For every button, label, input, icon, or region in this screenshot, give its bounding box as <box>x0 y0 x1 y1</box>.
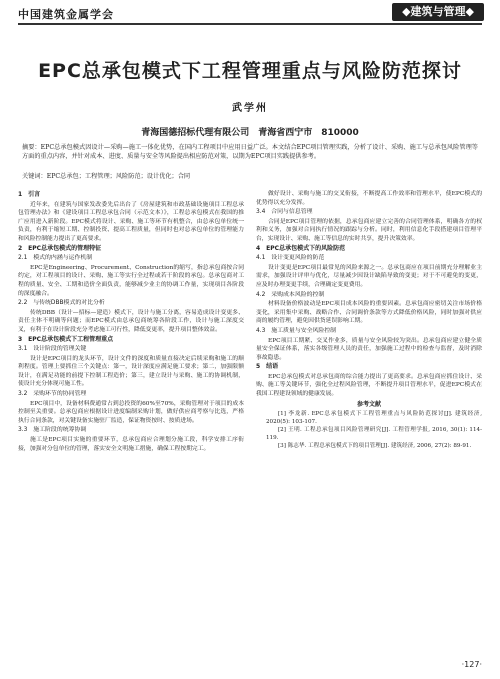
body-column-left <box>18 190 244 453</box>
subsection-heading: 3.4 合同与信息管理 <box>256 209 313 216</box>
subsection-heading: 4.3 施工质量与安全风险控制 <box>256 327 337 334</box>
body-paragraph: EPC总承包模式对总承包商的综合能力提出了更高要求。总承包商应抓住设计、采购、施工等关键环节，强化全过程风险管理，不断提升项目管理水平，促进EPC模式在我国工程建设领域的健康发展。 <box>256 373 482 398</box>
body-paragraph: EPC项目工期紧、交叉作业多，质量与安全风险较为突出。总承包商应建立健全质量安全保证体系，落实各级管理人员的责任，加强施工过程中的检查与监督，及时消除事故隐患。 <box>256 337 482 361</box>
body-paragraph: EPC项目中，设备材料费通常占到总投资的60%至70%，采购管理对于项目的成本控制至关重要。总承包商应根据设计进度编制采购计划，做好供应商考察与比选，严格执行合同条款，对关键设备实施驻厂监造，保证物资按时、按质进场。 <box>18 400 244 424</box>
keywords: 关键词：EPC总承包；工程管理；风险防范；设计优化；合同 <box>22 173 191 180</box>
body-paragraph: 传统DBB（设计—招标—建造）模式下，设计与施工分离，容易造成设计变更多、责任主体不明确等问题；而EPC模式由总承包商统筹各阶段工作，设计与施工深度交叉，有利于在设计阶段充分考虑施工可行性，降低变更率，提升项目整体效益。 <box>18 309 244 333</box>
author-affiliation: 青海国德招标代理有限公司 青海省西宁市 810000 <box>141 128 359 138</box>
section-heading: 1 引言 <box>18 191 41 198</box>
subsection-heading: 2.2 与传统DBB模式的对比分析 <box>18 300 105 307</box>
body-paragraph: 近年来，在建筑与国家发改委先后出台了《房屋建筑和市政基础设施项目工程总承包管理办法》和《建设项目工程总承包合同（示范文本）》，工程总承包模式在我国的推广应用进入新阶段。EPC模式将设计、采购、施工等环节有机整合，由总承包单位统一负责，有利于缩短工期、控制投资、提高工程质量，但同时也对总承包单位的管理能力和风险控制能力提出了更高要求。 <box>18 201 244 242</box>
body-paragraph: EPC是Engineering、Procurement、Construction的缩写，指总承包商按合同约定，对工程项目的设计、采购、施工等实行全过程或若干阶段的承包。总承包商对工程的质量、安全、工期和造价全面负责，能够减少业主的协调工作量，实现项目各阶段的深度融合。 <box>18 264 244 297</box>
reference-item: [2] 王明. 工程总承包项目风险管理研究[J]. 工程管理学报, 2016, 30(1): 114-119. <box>266 427 482 442</box>
section-heading: 3 EPC总承包模式下工程管理重点 <box>18 335 114 343</box>
author-name: 武学州 <box>232 103 268 114</box>
section-heading: 4 EPC总承包模式下的风险防范 <box>256 244 346 252</box>
section-tag: ◆建筑与管理◆ <box>392 3 484 21</box>
reference-item: [3] 陈志华. 工程总承包模式下的项目管理[J]. 建筑经济, 2006, 27(2): 89-91. <box>278 443 472 450</box>
abstract: 摘要：EPC总承包模式因设计—采购—施工一体化优势，在国内工程项目中应用日益广泛。本文结合EPC项目管理实践，分析了设计、采购、施工与总承包风险管理等方面的重点内容，并针对成本、进度、质量与安全等风险提出相应防范对策，以期为EPC项目实践提供参考。 <box>22 144 478 160</box>
page-number: ·127· <box>461 660 482 669</box>
body-paragraph: 施工是EPC项目实施的重要环节，总承包商应合理划分施工段，科学安排工序衔接，加强对分包单位的管理，落实安全文明施工措施，确保工程按期完工。 <box>18 437 244 452</box>
subsection-heading: 3.1 设计阶段的管理关键 <box>18 346 87 353</box>
subsection-heading: 3.3 施工阶段的统筹协调 <box>18 427 87 434</box>
body-paragraph: 材料设备价格波动是EPC项目成本风险的重要因素。总承包商应密切关注市场价格变化，采用集中采购、战略合作、合同调价条款等方式降低价格风险，同时加强对供应商的履约管理，避免因供货延误影响工期。 <box>256 301 482 325</box>
body-paragraph: 设计是EPC项目的龙头环节，设计文件的深度和质量直接决定后续采购和施工的顺利程度。管理上要抓住三个关键点：第一，设计深度应满足施工要求；第二，加强限额设计，在满足功能的前提下控制工程造价；第三，建立设计与采购、施工的协调机制，使设计充分体现可施工性。 <box>18 355 244 388</box>
section-heading: 2 EPC总承包模式的管理特征 <box>18 244 102 252</box>
reference-item: [1] 李龙新. EPC总承包模式下工程管理重点与风险防范探讨[J]. 建筑经济, 2020(5): 103-107. <box>266 411 482 426</box>
body-paragraph: 合同是EPC项目管理的依据，总承包商应建立完善的合同管理体系，明确各方的权利和义务，加强对合同执行情况的跟踪与分析。同时，利用信息化手段搭建项目管理平台，实现设计、采购、施工等信息的实时共享，提升决策效率。 <box>256 218 482 242</box>
journal-name: 中国建筑金属学会 <box>18 8 114 21</box>
body-column-right <box>256 190 482 450</box>
section-heading: 5 结语 <box>256 363 279 371</box>
header-rule <box>18 23 482 25</box>
body-paragraph: 设计变更是EPC项目最常见的风险来源之一。总承包商应在项目前期充分理解业主需求，加强设计评审与优化，尽量减少因设计缺陷导致的变更；对于不可避免的变更，应及时办理变更手续，合理确定变更费用。 <box>256 264 482 288</box>
subsection-heading: 4.1 设计变更风险的防范 <box>256 255 325 262</box>
body-paragraph: 做好设计、采购与施工的交叉衔接，不断提高工作效率和管理水平，使EPC模式的优势得以充分发挥。 <box>256 191 482 206</box>
subsection-heading: 3.2 采购环节的协同管理 <box>18 391 87 398</box>
article-title: EPC总承包模式下工程管理重点与风险防范探讨 <box>38 60 462 82</box>
references-heading: 参考文献 <box>356 400 381 408</box>
subsection-heading: 4.2 采购成本风险的控制 <box>256 291 325 298</box>
subsection-heading: 2.1 模式的内涵与运作机制 <box>18 255 93 262</box>
page-header <box>0 0 500 26</box>
